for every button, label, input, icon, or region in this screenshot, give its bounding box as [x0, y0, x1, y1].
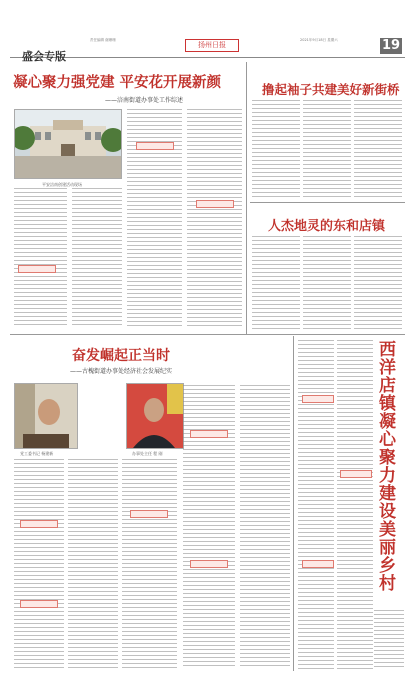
article-2-title: 撸起袖子共建美好新街桥	[262, 82, 400, 97]
article-4-subhead-5	[190, 560, 228, 568]
article-1-text-col1	[14, 188, 67, 326]
masthead-rule	[10, 57, 405, 58]
article-3-text-col3	[354, 236, 402, 330]
divider-h1	[250, 202, 405, 203]
article-5-subhead-1	[302, 395, 334, 403]
article-4-text-col3	[122, 459, 177, 669]
article-4-photo-1-caption: 党工委书记 杨建新	[20, 451, 54, 456]
divider-v1	[246, 62, 247, 334]
article-5-vertical-title: 西洋店镇凝心聚力建设美丽乡村	[375, 340, 395, 592]
article-4-subhead-1	[20, 520, 58, 528]
article-4-subhead-3	[130, 510, 168, 518]
section-title: 盛会专版	[22, 50, 66, 63]
article-4-subhead-4	[190, 430, 228, 438]
article-4-photo-2	[126, 383, 184, 449]
building-photo	[15, 110, 121, 178]
article-5-text-col2	[337, 340, 373, 669]
article-4-subtitle: ——古槐街道办事处经济社会发展纪实	[70, 368, 173, 375]
article-2-text-col3	[354, 100, 402, 198]
article-4-text-col4	[183, 385, 235, 669]
article-3-title: 人杰地灵的东和店镇	[268, 219, 386, 234]
article-2-text-col1	[252, 100, 300, 198]
article-4-photo-1	[14, 383, 78, 449]
divider-h2	[10, 334, 405, 335]
editor-line: 责任编辑 谢珊珊	[90, 38, 116, 42]
article-4-photo-2-caption: 办事处主任 程 刚	[132, 451, 163, 456]
article-5-text-col1	[298, 340, 334, 669]
portrait-photo-1	[15, 384, 77, 448]
article-1-text-col2	[72, 188, 122, 326]
paper-name-logo: 扬州日报	[185, 39, 239, 52]
divider-v2	[293, 336, 294, 671]
article-1-photo	[14, 109, 122, 179]
article-5-subhead-2	[340, 470, 372, 478]
article-3-text-col1	[252, 236, 300, 330]
article-4-text-col1	[14, 459, 64, 669]
article-1-title: 凝心聚力强党建 平安花开展新颜	[13, 74, 222, 91]
article-1-subtitle: ——涪南街道办事处工作综述	[105, 97, 184, 104]
date-line: 2021年9月18日 星期六	[300, 38, 338, 42]
article-4-text-col5	[240, 385, 290, 669]
article-1-subhead-1	[18, 265, 56, 273]
article-3-text-col2	[303, 236, 351, 330]
article-1-text-col4	[187, 109, 242, 326]
article-4-subhead-2	[20, 600, 58, 608]
article-4-text-col2	[68, 459, 118, 669]
article-4-title: 奋发崛起正当时	[72, 348, 170, 364]
portrait-photo-2	[127, 384, 183, 448]
article-1-subhead-3	[196, 200, 234, 208]
page-number: 19	[381, 38, 401, 53]
article-5-subhead-3	[302, 560, 334, 568]
article-2-text-col2	[303, 100, 351, 198]
article-1-subhead-2	[136, 142, 174, 150]
article-5-text-col3	[374, 610, 404, 669]
article-1-photo-caption: 平安涪南创建活动现场	[42, 182, 82, 187]
